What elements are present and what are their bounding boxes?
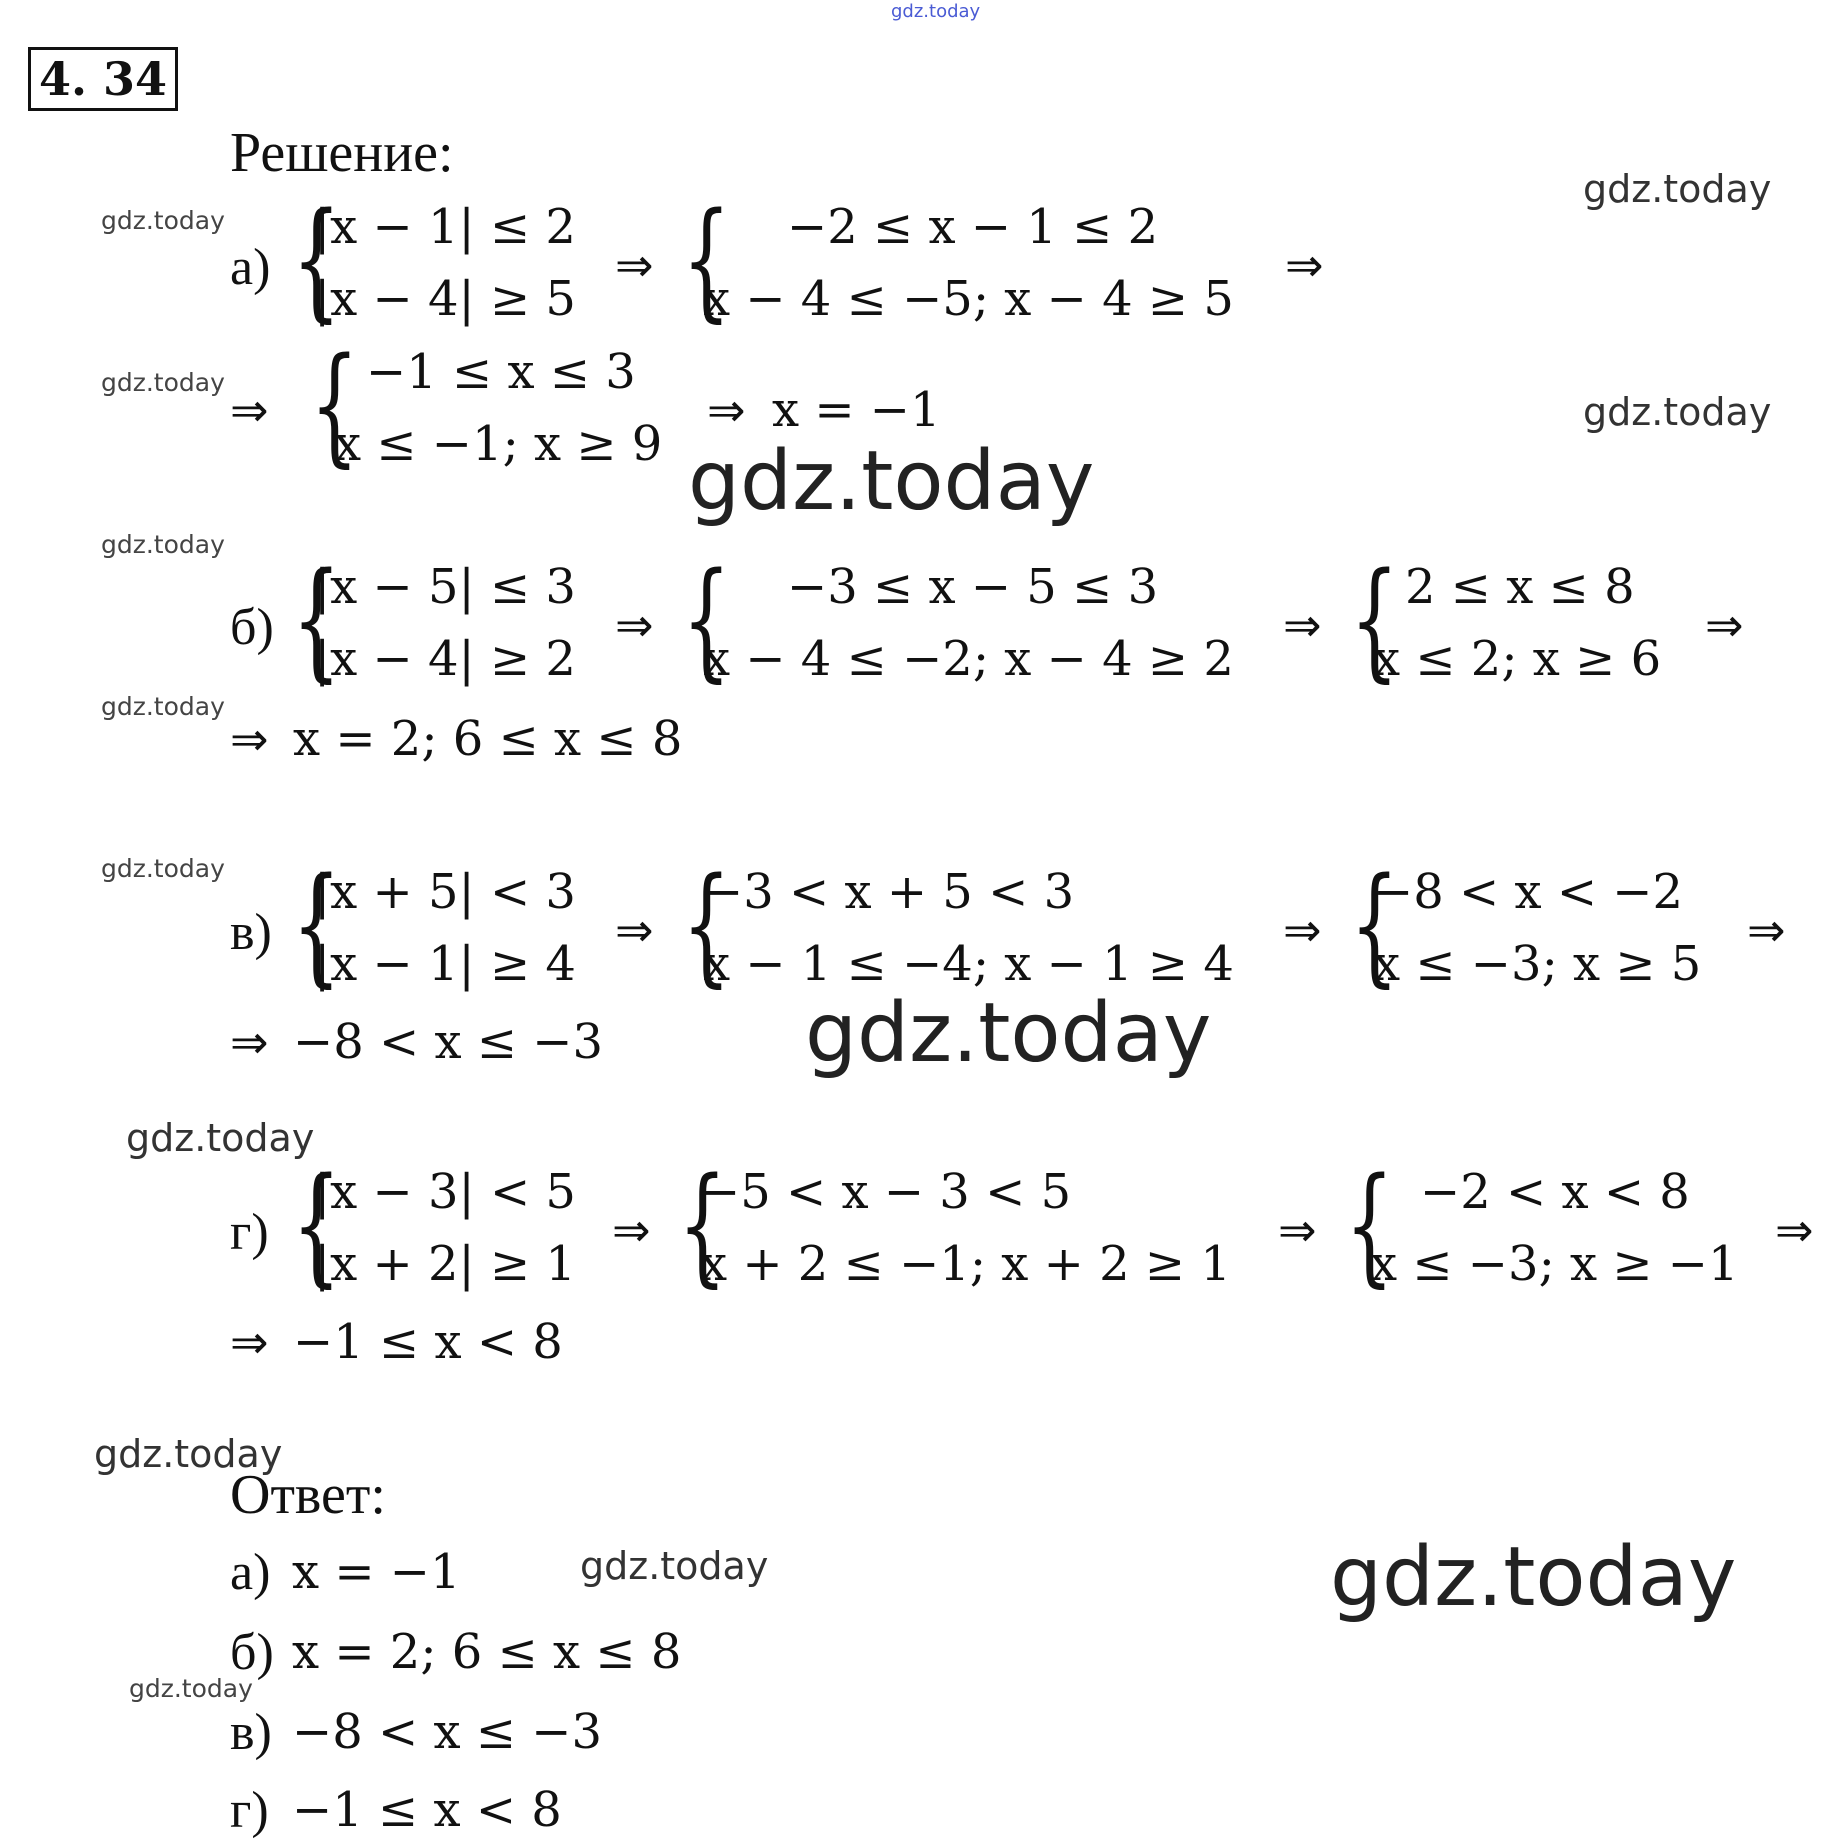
- brace: {: [678, 1151, 727, 1300]
- part-g-sys1-line2: |x + 2| ≥ 1: [314, 1236, 576, 1292]
- implies-arrow: ⇒: [1283, 903, 1322, 957]
- watermark: gdz.today: [101, 206, 225, 235]
- implies-arrow: ⇒: [1775, 1203, 1814, 1257]
- implies-arrow: ⇒: [230, 383, 269, 437]
- watermark: gdz.today: [688, 434, 1095, 529]
- part-g-sys1-line1: |x − 3| < 5: [314, 1164, 576, 1220]
- brace: {: [310, 331, 359, 480]
- answer-v-value: −8 < x ≤ −3: [292, 1704, 603, 1760]
- watermark: gdz.today: [101, 530, 225, 559]
- part-b-sys3-line1: 2 ≤ x ≤ 8: [1405, 559, 1635, 615]
- brace: {: [292, 546, 341, 695]
- answer-g-label: г): [230, 1782, 269, 1839]
- part-b-sys2-line1: −3 ≤ x − 5 ≤ 3: [787, 559, 1159, 615]
- part-a-result: x = −1: [772, 382, 941, 438]
- part-a-sys2-line2: x − 4 ≤ −5; x − 4 ≥ 5: [703, 271, 1234, 327]
- answer-a-value: x = −1: [292, 1544, 461, 1600]
- brace: {: [682, 186, 731, 335]
- implies-arrow: ⇒: [615, 903, 654, 957]
- part-g-label: г): [230, 1204, 269, 1261]
- brace: {: [1350, 851, 1399, 1000]
- implies-arrow: ⇒: [1283, 598, 1322, 652]
- answer-a-label: а): [230, 1544, 271, 1601]
- watermark: gdz.today: [129, 1674, 253, 1703]
- watermark: gdz.today: [1583, 167, 1772, 211]
- part-a-sys3-line1: −1 ≤ x ≤ 3: [366, 344, 636, 400]
- watermark: gdz.today: [805, 986, 1212, 1081]
- watermark: gdz.today: [94, 1432, 283, 1476]
- part-v-sys2-line1: −3 < x + 5 < 3: [703, 864, 1075, 920]
- part-b-sys1-line1: |x − 5| ≤ 3: [314, 559, 576, 615]
- answer-b-value: x = 2; 6 ≤ x ≤ 8: [292, 1624, 682, 1680]
- implies-arrow: ⇒: [1747, 903, 1786, 957]
- part-b-label: б): [230, 599, 274, 656]
- implies-arrow: ⇒: [1278, 1203, 1317, 1257]
- part-a-sys1-line2: |x − 4| ≥ 5: [314, 271, 576, 327]
- implies-arrow: ⇒: [230, 1015, 269, 1069]
- solution-heading: Решение:: [230, 122, 454, 184]
- part-g-sys3-line1: −2 < x < 8: [1420, 1164, 1690, 1220]
- problem-number: 4. 34: [28, 47, 178, 111]
- answer-b-label: б): [230, 1624, 274, 1681]
- answer-g-value: −1 ≤ x < 8: [292, 1782, 562, 1838]
- brace: {: [292, 1151, 341, 1300]
- part-v-result: −8 < x ≤ −3: [293, 1014, 604, 1070]
- implies-arrow: ⇒: [230, 1315, 269, 1369]
- brace: {: [682, 546, 731, 695]
- watermark-top: gdz.today: [891, 1, 981, 22]
- brace: {: [292, 851, 341, 1000]
- part-g-sys3-line2: x ≤ −3; x ≥ −1: [1370, 1236, 1739, 1292]
- watermark: gdz.today: [101, 854, 225, 883]
- part-a-sys3-line2: x ≤ −1; x ≥ 9: [334, 416, 663, 472]
- watermark: gdz.today: [1330, 1530, 1737, 1625]
- part-g-result: −1 ≤ x < 8: [293, 1314, 563, 1370]
- implies-arrow: ⇒: [707, 383, 746, 437]
- watermark: gdz.today: [126, 1116, 315, 1160]
- part-a-sys1-line1: |x − 1| ≤ 2: [314, 199, 576, 255]
- answer-heading: Ответ:: [230, 1464, 386, 1526]
- part-v-sys1-line2: |x − 1| ≥ 4: [314, 936, 576, 992]
- part-v-label: в): [230, 904, 272, 961]
- implies-arrow: ⇒: [612, 1203, 651, 1257]
- implies-arrow: ⇒: [615, 598, 654, 652]
- part-b-sys2-line2: x − 4 ≤ −2; x − 4 ≥ 2: [703, 631, 1234, 687]
- part-v-sys3-line1: −8 < x < −2: [1373, 864, 1684, 920]
- part-a-sys2-line1: −2 ≤ x − 1 ≤ 2: [787, 199, 1159, 255]
- brace: {: [1350, 546, 1399, 695]
- part-b-sys1-line2: |x − 4| ≥ 2: [314, 631, 576, 687]
- part-v-sys3-line2: x ≤ −3; x ≥ 5: [1373, 936, 1702, 992]
- watermark: gdz.today: [101, 692, 225, 721]
- part-a-label: а): [230, 239, 271, 296]
- part-b-sys3-line2: x ≤ 2; x ≥ 6: [1373, 631, 1662, 687]
- part-g-sys2-line2: x + 2 ≤ −1; x + 2 ≥ 1: [700, 1236, 1231, 1292]
- brace: {: [1345, 1151, 1394, 1300]
- implies-arrow: ⇒: [230, 712, 269, 766]
- watermark: gdz.today: [101, 368, 225, 397]
- implies-arrow: ⇒: [615, 238, 654, 292]
- brace: {: [292, 186, 341, 335]
- implies-arrow: ⇒: [1285, 238, 1324, 292]
- watermark: gdz.today: [580, 1544, 769, 1588]
- answer-v-label: в): [230, 1704, 272, 1761]
- part-g-sys2-line1: −5 < x − 3 < 5: [700, 1164, 1072, 1220]
- implies-arrow: ⇒: [1705, 598, 1744, 652]
- part-v-sys1-line1: |x + 5| < 3: [314, 864, 576, 920]
- watermark: gdz.today: [1583, 390, 1772, 434]
- part-b-result: x = 2; 6 ≤ x ≤ 8: [293, 711, 683, 767]
- brace: {: [682, 851, 731, 1000]
- part-v-sys2-line2: x − 1 ≤ −4; x − 1 ≥ 4: [703, 936, 1234, 992]
